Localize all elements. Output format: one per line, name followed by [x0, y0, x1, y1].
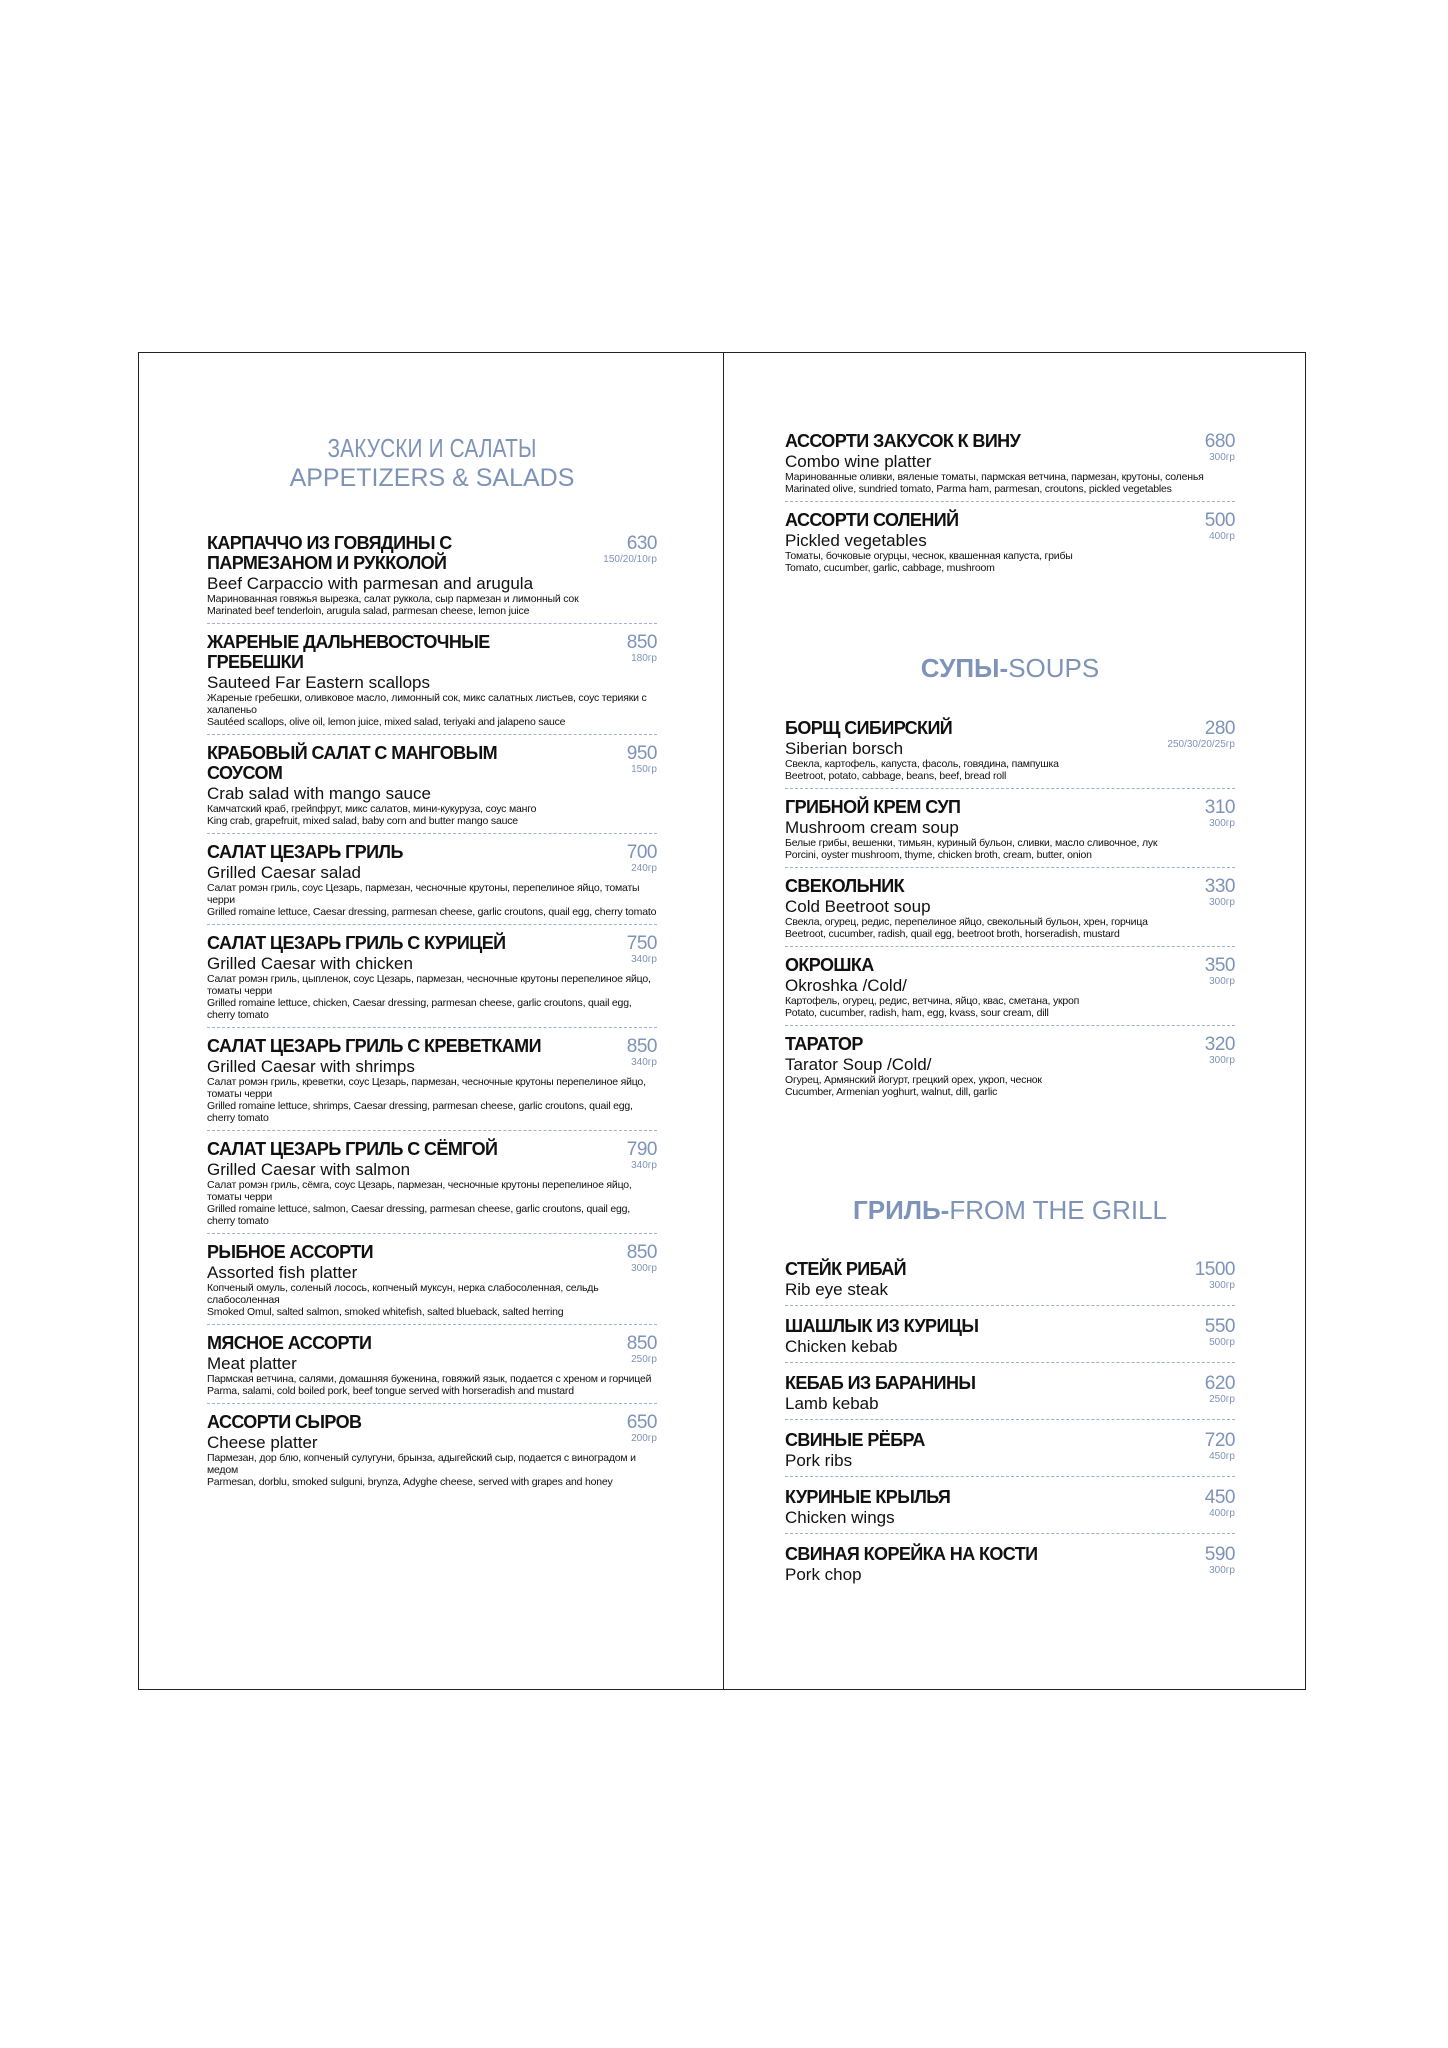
- dish-name-en: Sauteed Far Eastern scallops: [207, 673, 431, 692]
- price-block: [627, 1333, 657, 1366]
- dish-name-en: Beef Carpaccio with parmesan and arugula: [207, 574, 534, 593]
- price-block: [627, 1242, 657, 1275]
- dish-title: САЛАТ ЦЕЗАРЬ ГРИЛЬ С КУРИЦЕЙ: [207, 933, 506, 953]
- dashed-divider: [785, 1476, 1235, 1477]
- price-block: [627, 1036, 657, 1069]
- dish-description-en: Parmesan, dorblu, smoked sulguni, brynza, Adyghe cheese, served with grapes and honey: [207, 1476, 613, 1488]
- dashed-divider: [207, 1130, 657, 1131]
- portion-weight: 300гр: [1209, 1055, 1235, 1066]
- grill-heading-en: FROM THE GRILL: [949, 1195, 1168, 1225]
- dish-description-en: Sautéed scallops, olive oil, lemon juice, mixed salad, teriyaki and jalapeno sauce: [207, 716, 566, 728]
- price: 720: [1204, 1430, 1235, 1451]
- dish-title: БОРЩ СИБИРСКИЙ: [785, 718, 953, 738]
- price: 620: [1204, 1373, 1235, 1394]
- price-block: [1195, 1259, 1235, 1292]
- dashed-divider: [785, 1362, 1235, 1363]
- dish-title: ТАРАТОР: [785, 1034, 863, 1054]
- dish-description: Салат ромэн гриль, соус Цезарь, пармезан, чесночные крутоны, перепелиное яйцо, томаты черри: [207, 882, 640, 906]
- price: 280: [1204, 718, 1235, 739]
- dish-description: Белые грибы, вешенки, тимьян, куриный бульон, сливки, масло сливочное, лук: [785, 837, 1158, 849]
- dish-description: Пармезан, дор блю, копченый сулугуни, брынза, адыгейский сыр, подается с виноградом и медом: [207, 1452, 636, 1476]
- dish-title: САЛАТ ЦЕЗАРЬ ГРИЛЬ: [207, 842, 403, 862]
- menu-item: [785, 1487, 1235, 1527]
- dashed-divider: [785, 1025, 1235, 1026]
- dashed-divider: [207, 1324, 657, 1325]
- price-block: [603, 533, 657, 566]
- menu-item: [207, 842, 657, 918]
- price: 590: [1204, 1544, 1235, 1565]
- platters-list: [785, 431, 1235, 574]
- price-block: [627, 1412, 657, 1445]
- dish-title: СВЕКОЛЬНИК: [785, 876, 905, 896]
- menu-item: [785, 718, 1235, 782]
- portion-weight: 340гр: [631, 954, 657, 965]
- dish-name-en: Mushroom cream soup: [785, 818, 959, 837]
- portion-weight: 150/20/10гр: [603, 554, 657, 565]
- price-block: [627, 1139, 657, 1172]
- menu-item: [785, 431, 1235, 495]
- dish-description-en: King crab, grapefruit, mixed salad, baby corn and butter mango sauce: [207, 815, 518, 827]
- price: 630: [626, 533, 657, 554]
- dish-description-en: Parma, salami, cold boiled pork, beef tongue served with horseradish and mustard: [207, 1385, 574, 1397]
- dashed-divider: [207, 1403, 657, 1404]
- price-block: [1205, 1034, 1235, 1067]
- portion-weight: 300гр: [1209, 1280, 1235, 1291]
- dashed-divider: [785, 1305, 1235, 1306]
- menu-item: [785, 797, 1235, 861]
- dish-name-en: Rib eye steak: [785, 1280, 888, 1299]
- menu-item: [207, 1242, 657, 1318]
- dish-description: Свекла, огурец, редис, перепелиное яйцо, свекольный бульон, хрен, горчица: [785, 916, 1148, 928]
- dashed-divider: [785, 1533, 1235, 1534]
- price-block: [1205, 1487, 1235, 1520]
- soups-heading-ru: СУПЫ-: [920, 653, 1009, 683]
- menu-item: [207, 743, 657, 827]
- price: 850: [626, 1333, 657, 1354]
- page-divider: [723, 353, 724, 1689]
- portion-weight: 240гр: [631, 863, 657, 874]
- soups-heading-en: SOUPS: [1008, 653, 1100, 683]
- dish-name-en: Grilled Caesar with chicken: [207, 954, 413, 973]
- dish-description-en: Marinated olive, sundried tomato, Parma ham, parmesan, croutons, pickled vegetables: [785, 483, 1172, 495]
- price: 850: [626, 1036, 657, 1057]
- dish-title: АССОРТИ СЫРОВ: [207, 1412, 362, 1432]
- price-block: [627, 842, 657, 875]
- price: 500: [1204, 510, 1235, 531]
- dashed-divider: [207, 623, 657, 624]
- dashed-divider: [207, 833, 657, 834]
- heading-en: APPETIZERS & SALADS: [289, 464, 575, 492]
- price: 450: [1204, 1487, 1235, 1508]
- portion-weight: 250гр: [631, 1354, 657, 1365]
- menu-item: [207, 933, 657, 1021]
- appetizers-list: [207, 533, 657, 1488]
- portion-weight: 300гр: [631, 1263, 657, 1274]
- appetizers-heading: [207, 433, 657, 493]
- dashed-divider: [207, 1233, 657, 1234]
- dish-title: ОКРОШКА: [785, 955, 874, 975]
- price-block: [1205, 876, 1235, 909]
- dish-description-en: Beetroot, cucumber, radish, quail egg, beetroot broth, horseradish, mustard: [785, 928, 1120, 940]
- heading-ru: ЗАКУСКИ И САЛАТЫ: [327, 433, 537, 463]
- dish-name-en: Pickled vegetables: [785, 531, 927, 550]
- portion-weight: 150гр: [631, 764, 657, 775]
- price: 950: [626, 743, 657, 764]
- dish-title: КАРПАЧЧО ИЗ ГОВЯДИНЫ С ПАРМЕЗАНОМ И РУККОЛОЙ: [207, 533, 452, 573]
- menu-item: [785, 510, 1235, 574]
- dish-description-en: Beetroot, potato, cabbage, beans, beef, bread roll: [785, 770, 1007, 782]
- dashed-divider: [785, 788, 1235, 789]
- dish-title: РЫБНОЕ АССОРТИ: [207, 1242, 373, 1262]
- price: 320: [1204, 1034, 1235, 1055]
- dish-name-en: Combo wine platter: [785, 452, 932, 471]
- portion-weight: 300гр: [1209, 1565, 1235, 1576]
- dish-description-en: Grilled romaine lettuce, salmon, Caesar dressing, parmesan cheese, garlic croutons, quail egg, cherry tomato: [207, 1203, 631, 1227]
- dish-description-en: Porcini, oyster mushroom, thyme, chicken broth, cream, butter, onion: [785, 849, 1092, 861]
- dish-name-en: Grilled Caesar with shrimps: [207, 1057, 415, 1076]
- dish-description: Томаты, бочковые огурцы, чеснок, квашенная капуста, грибы: [785, 550, 1073, 562]
- portion-weight: 300гр: [1209, 452, 1235, 463]
- grill-list: [785, 1259, 1235, 1584]
- price: 1500: [1194, 1259, 1235, 1280]
- dish-title: АССОРТИ СОЛЕНИЙ: [785, 510, 959, 530]
- dish-description: Пармская ветчина, салями, домашняя буженина, говяжий язык, подается с хреном и горчицей: [207, 1373, 652, 1385]
- price: 750: [626, 933, 657, 954]
- price: 350: [1204, 955, 1235, 976]
- dish-description: Салат ромэн гриль, креветки, соус Цезарь, пармезан, чесночные крутоны перепелиное яйцо, томаты черри: [207, 1076, 646, 1100]
- menu-item: [785, 1373, 1235, 1413]
- dish-title: СВИНЫЕ РЁБРА: [785, 1430, 925, 1450]
- dish-title: СВИНАЯ КОРЕЙКА НА КОСТИ: [785, 1544, 1038, 1564]
- dashed-divider: [207, 1027, 657, 1028]
- portion-weight: 450гр: [1209, 1451, 1235, 1462]
- dish-description: Картофель, огурец, редис, ветчина, яйцо, квас, сметана, укроп: [785, 995, 1080, 1007]
- price: 680: [1204, 431, 1235, 452]
- dish-name-en: Grilled Caesar salad: [207, 863, 362, 882]
- menu-item: [207, 533, 657, 617]
- dish-description: Жареные гребешки, оливковое масло, лимонный сок, микс салатных листьев, соус терияки с халапеньо: [207, 692, 647, 716]
- dish-name-en: Tarator Soup /Cold/: [785, 1055, 932, 1074]
- menu-item: [207, 1036, 657, 1124]
- dish-title: КЕБАБ ИЗ БАРАНИНЫ: [785, 1373, 976, 1393]
- price-block: [627, 743, 657, 776]
- dish-description: Маринованная говяжья вырезка, салат руккола, сыр пармезан и лимонный сок: [207, 593, 579, 605]
- price: 850: [626, 632, 657, 653]
- dish-name-en: Siberian borsch: [785, 739, 904, 758]
- price-block: [1205, 1544, 1235, 1577]
- dashed-divider: [785, 1419, 1235, 1420]
- dish-title: СТЕЙК РИБАЙ: [785, 1259, 907, 1279]
- menu-item: [207, 1333, 657, 1397]
- price-block: [627, 933, 657, 966]
- menu-item: [785, 1316, 1235, 1356]
- menu-item: [785, 1259, 1235, 1299]
- dish-name-en: Pork chop: [785, 1565, 862, 1584]
- soups-heading: [785, 653, 1235, 684]
- menu-item: [785, 955, 1235, 1019]
- dish-description-en: Potato, cucumber, radish, ham, egg, kvass, sour cream, dill: [785, 1007, 1049, 1019]
- dish-name-en: Chicken kebab: [785, 1337, 898, 1356]
- dish-title: ГРИБНОЙ КРЕМ СУП: [785, 797, 961, 817]
- dish-name-en: Lamb kebab: [785, 1394, 879, 1413]
- dish-description-en: Grilled romaine lettuce, shrimps, Caesar dressing, parmesan cheese, garlic croutons, quail egg, cherry tomato: [207, 1100, 633, 1124]
- portion-weight: 180гр: [631, 653, 657, 664]
- dish-description-en: Smoked Omul, salted salmon, smoked whitefish, salted blueback, salted herring: [207, 1306, 564, 1318]
- dish-title: МЯСНОЕ АССОРТИ: [207, 1333, 372, 1353]
- dish-title: САЛАТ ЦЕЗАРЬ ГРИЛЬ С СЁМГОЙ: [207, 1139, 498, 1159]
- price-block: [1205, 1316, 1235, 1349]
- price-block: [1205, 1373, 1235, 1406]
- dish-description: Копченый омуль, соленый лосось, копченый муксун, нерка слабосоленная, сельдь слабосоленная: [207, 1282, 599, 1306]
- dish-title: АССОРТИ ЗАКУСОК К ВИНУ: [785, 431, 1021, 451]
- price-block: [1205, 955, 1235, 988]
- dashed-divider: [207, 924, 657, 925]
- dashed-divider: [207, 734, 657, 735]
- portion-weight: 400гр: [1209, 1508, 1235, 1519]
- portion-weight: 340гр: [631, 1057, 657, 1068]
- dish-name-en: Assorted fish platter: [207, 1263, 358, 1282]
- menu-item: [785, 1544, 1235, 1584]
- price: 310: [1204, 797, 1235, 818]
- dish-description-en: Marinated beef tenderloin, arugula salad, parmesan cheese, lemon juice: [207, 605, 530, 617]
- dish-description: Свекла, картофель, капуста, фасоль, говядина, пампушка: [785, 758, 1059, 770]
- dish-name-en: Pork ribs: [785, 1451, 853, 1470]
- portion-weight: 200гр: [631, 1433, 657, 1444]
- dish-description: Маринованные оливки, вяленые томаты, пармская ветчина, пармезан, крутоны, соленья: [785, 471, 1204, 483]
- price-block: [1205, 797, 1235, 830]
- dish-name-en: Meat platter: [207, 1354, 297, 1373]
- price-block: [1167, 718, 1235, 751]
- dish-name-en: Okroshka /Cold/: [785, 976, 907, 995]
- price: 790: [626, 1139, 657, 1160]
- dish-description: Салат ромэн гриль, сёмга, соус Цезарь, пармезан, чесночные крутоны перепелиное яйцо, томаты черри: [207, 1179, 632, 1203]
- soups-list: [785, 718, 1235, 1098]
- dashed-divider: [785, 946, 1235, 947]
- dish-name-en: Grilled Caesar with salmon: [207, 1160, 411, 1179]
- dashed-divider: [785, 867, 1235, 868]
- price-block: [1205, 1430, 1235, 1463]
- dish-title: КУРИНЫЕ КРЫЛЬЯ: [785, 1487, 951, 1507]
- dish-name-en: Cheese platter: [207, 1433, 318, 1452]
- dish-description-en: Grilled romaine lettuce, chicken, Caesar dressing, parmesan cheese, garlic croutons, quail egg, cherry tomato: [207, 997, 632, 1021]
- price: 330: [1204, 876, 1235, 897]
- dish-name-en: Cold Beetroot soup: [785, 897, 931, 916]
- menu-item: [207, 632, 657, 728]
- menu-item: [207, 1412, 657, 1488]
- dish-description: Огурец, Армянский йогурт, грецкий орех, укроп, чеснок: [785, 1074, 1042, 1086]
- dish-description-en: Grilled romaine lettuce, Caesar dressing, parmesan cheese, garlic croutons, quail egg, cherry tomato: [207, 906, 657, 918]
- price-block: [1205, 431, 1235, 464]
- grill-heading: [785, 1195, 1235, 1226]
- menu-item: [785, 876, 1235, 940]
- price: 650: [626, 1412, 657, 1433]
- menu-item: [785, 1430, 1235, 1470]
- dish-title: САЛАТ ЦЕЗАРЬ ГРИЛЬ С КРЕВЕТКАМИ: [207, 1036, 541, 1056]
- price: 700: [626, 842, 657, 863]
- dish-name-en: Crab salad with mango sauce: [207, 784, 431, 803]
- price: 550: [1204, 1316, 1235, 1337]
- price-block: [627, 632, 657, 665]
- portion-weight: 300гр: [1209, 818, 1235, 829]
- portion-weight: 500гр: [1209, 1337, 1235, 1348]
- menu-item: [785, 1034, 1235, 1098]
- dish-name-en: Chicken wings: [785, 1508, 895, 1527]
- portion-weight: 250/30/20/25гр: [1167, 739, 1235, 750]
- dish-description: Салат ромэн гриль, цыпленок, соус Цезарь, пармезан, чесночные крутоны перепелиное яйцо, томаты черри: [207, 973, 651, 997]
- portion-weight: 400гр: [1209, 531, 1235, 542]
- menu-item: [207, 1139, 657, 1227]
- dish-description-en: Cucumber, Armenian yoghurt, walnut, dill, garlic: [785, 1086, 998, 1098]
- menu-spread: [138, 352, 1306, 1690]
- portion-weight: 340гр: [631, 1160, 657, 1171]
- dish-description-en: Tomato, cucumber, garlic, cabbage, mushroom: [785, 562, 995, 574]
- dish-title: КРАБОВЫЙ САЛАТ С МАНГОВЫМ СОУСОМ: [207, 743, 497, 783]
- portion-weight: 250гр: [1209, 1394, 1235, 1405]
- portion-weight: 300гр: [1209, 976, 1235, 987]
- dish-description: Камчатский краб, грейпфрут, микс салатов, мини-кукуруза, соус манго: [207, 803, 537, 815]
- dashed-divider: [785, 501, 1235, 502]
- dish-title: ЖАРЕНЫЕ ДАЛЬНЕВОСТОЧНЫЕ ГРЕБЕШКИ: [207, 632, 490, 672]
- price: 850: [626, 1242, 657, 1263]
- price-block: [1205, 510, 1235, 543]
- grill-heading-ru: ГРИЛЬ-: [852, 1195, 950, 1225]
- portion-weight: 300гр: [1209, 897, 1235, 908]
- dish-title: ШАШЛЫК ИЗ КУРИЦЫ: [785, 1316, 979, 1336]
